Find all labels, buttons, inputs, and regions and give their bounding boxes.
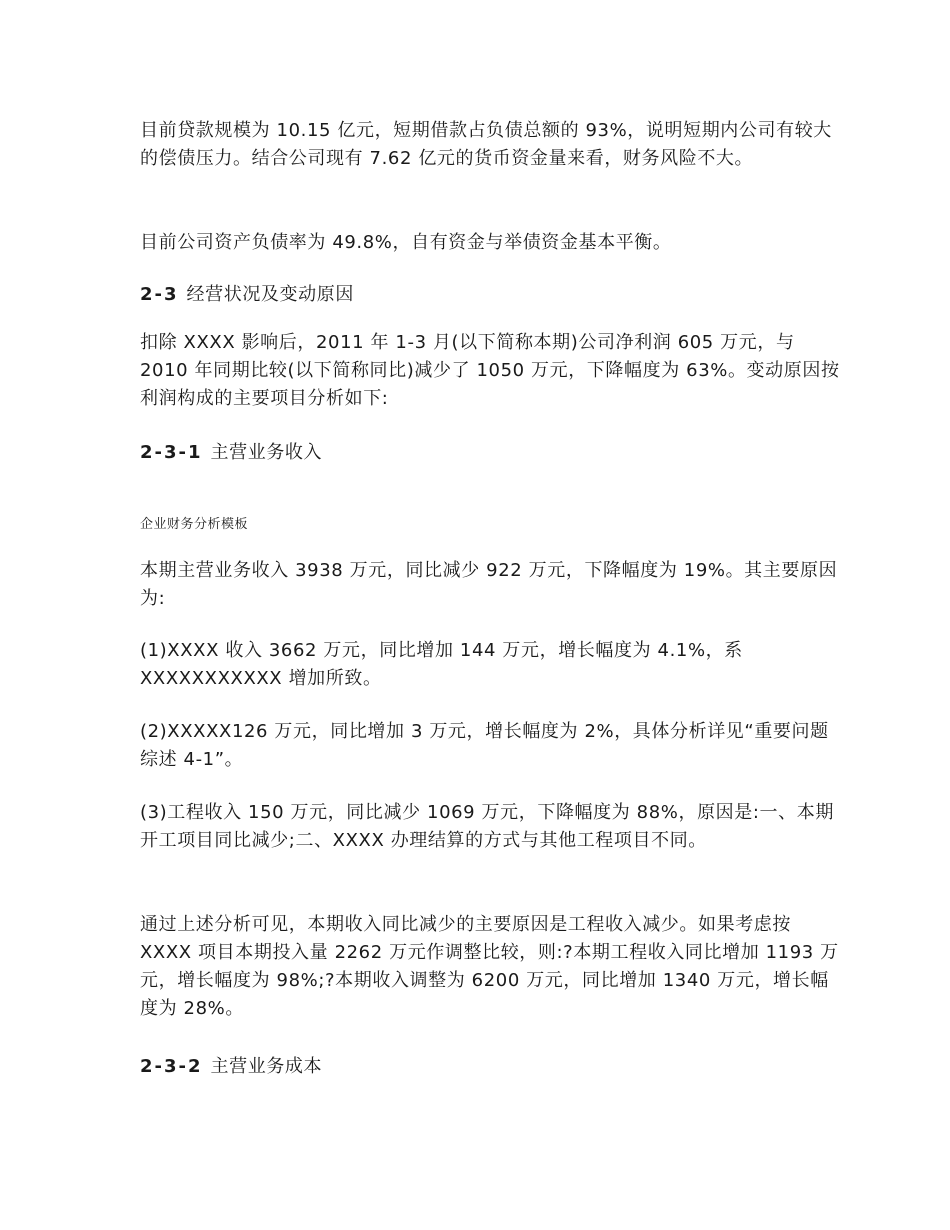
paragraph-analysis-summary: 通过上述分析可见，本期收入同比减少的主要原因是工程收入减少。如果考虑按 XXXX 项目本期投入量 2262 万元作调整比较，则:?本期工程收入同比增加 1193 万元，增长幅度为 98%;?本期收入调整为 6200 万元，同比增加 1340 万元，增长幅度为 28%。 xyxy=(140,914,839,1019)
heading-2-3 xyxy=(140,281,840,309)
heading-number: 2-3-2 xyxy=(140,1056,203,1077)
paragraph-item-1: (1)XXXX 收入 3662 万元，同比增加 144 万元，增长幅度为 4.1%，系 XXXXXXXXXXX 增加所致。 xyxy=(140,640,743,689)
running-header: 企业财务分析模板 xyxy=(140,517,249,532)
heading-number: 2-3-1 xyxy=(140,442,203,463)
paragraph-item-3: (3)工程收入 150 万元，同比减少 1069 万元，下降幅度为 88%，原因是:一、本期开工项目同比减少;二、XXXX 办理结算的方式与其他工程项目不同。 xyxy=(140,802,834,851)
paragraph-loan-scale: 目前贷款规模为 10.15 亿元，短期借款占负债总额的 93%，说明短期内公司有较大的偿债压力。结合公司现有 7.62 亿元的货币资金量来看，财务风险不大。 xyxy=(140,120,832,169)
heading-title: 经营状况及变动原因 xyxy=(186,284,354,305)
heading-title: 主营业务收入 xyxy=(210,442,323,463)
heading-title: 主营业务成本 xyxy=(210,1056,323,1077)
paragraph-debt-ratio: 目前公司资产负债率为 49.8%，自有资金与举债资金基本平衡。 xyxy=(140,232,672,253)
paragraph-main-revenue: 本期主营业务收入 3938 万元，同比减少 922 万元，下降幅度为 19%。其主要原因为: xyxy=(140,560,838,609)
paragraph-item-2: (2)XXXXX126 万元，同比增加 3 万元，增长幅度为 2%，具体分析详见“重要问题综述 4-1”。 xyxy=(140,721,829,770)
paragraph-operating-status: 扣除 XXXX 影响后，2011 年 1-3 月(以下简称本期)公司净利润 605 万元，与 2010 年同期比较(以下简称同比)减少了 1050 万元，下降幅度为 63%。变动原因按利润构成的主要项目分析如下: xyxy=(140,332,840,409)
heading-number: 2-3 xyxy=(140,284,179,305)
heading-2-3-1 xyxy=(140,439,840,467)
heading-2-3-2 xyxy=(140,1053,840,1081)
